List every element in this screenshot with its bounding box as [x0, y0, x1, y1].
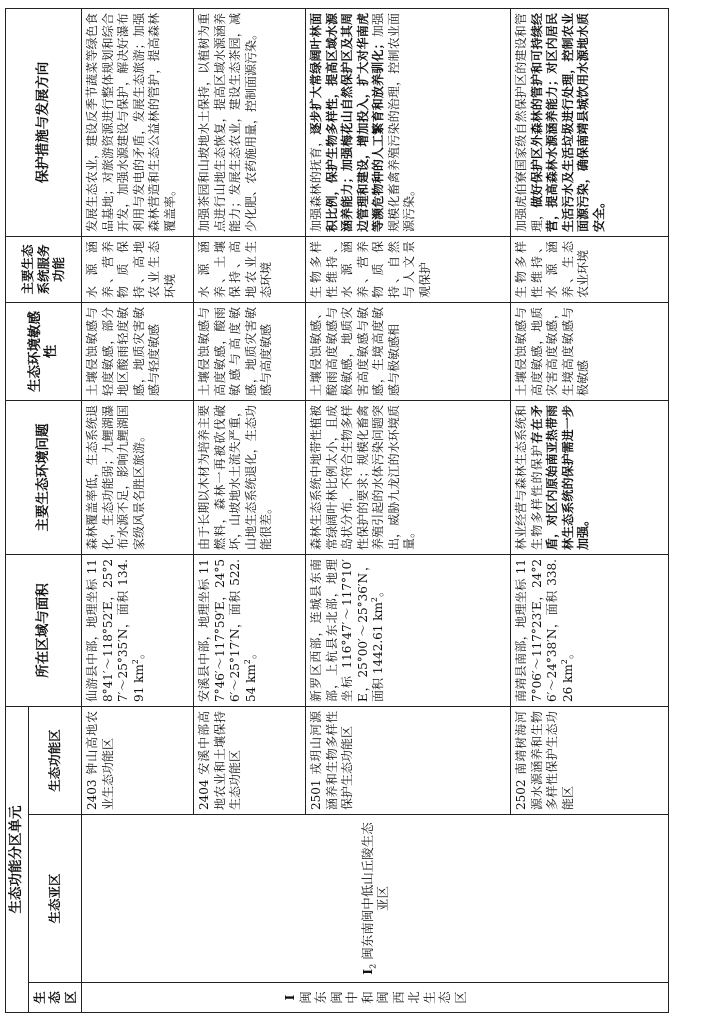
function-area-cell: 2501 戎玥山河源涵养和生物多样性保护生态功能区 — [306, 707, 511, 815]
sensitivity-cell: 土壤侵蚀敏感、酸雨高度敏感与极敏感，地质灾害高度敏感与敏感，生境高度敏感与极敏感相 — [306, 303, 511, 401]
location-cell — [82, 555, 194, 707]
header-location: 所在区域与面积 — [6, 555, 82, 707]
location-end: 。 — [560, 647, 575, 660]
header-region: 生态区 — [28, 983, 82, 1013]
header-row-1 — [6, 9, 29, 1013]
subregion-name: 闽东南闽中低山丘陵生态亚区 — [359, 822, 390, 960]
area-unit-superscript: 2 — [130, 659, 140, 665]
header-problems: 主要生态环境问题 — [6, 401, 82, 555]
measures-emphasis: 逐步扩大常绿阔叶林面积比例，保护生物多样性，提高区域水源涵养能力；加强梅花山自然保护区及其周边管理和建设，增加投入，扩大对华南虎等濒危物种的人工繁育和放养驯化； — [309, 13, 385, 232]
header-zoning-unit: 生态功能分区单元 — [6, 707, 29, 1013]
region-name: 闽东闽中和闽西北生态区 — [297, 991, 468, 1004]
services-cell: 生物多样性维持、水源涵养、营养物质保持、自然与人文景观保护 — [306, 237, 511, 303]
sensitivity-cell: 土壤侵蚀敏感与高度敏感，酸雨敏感与高度敏感，地质灾害敏感与高度敏感 — [194, 303, 306, 401]
location-cell — [511, 555, 669, 707]
region-cell — [82, 983, 669, 1013]
subregion-cell — [82, 815, 669, 983]
location-text: 仙游县中部，地理坐标 118°41′～118°52′E，25°27′～25°35′N，面积 134.91 km — [85, 559, 146, 702]
header-measures: 保护措施与发展方向 — [6, 9, 82, 237]
location-text: 新罗区西部，连城县东南部，上杭县东北部，地理坐标 116°47′～117°10′E，25°00′～25°36′N，面积 1442.61 km — [309, 559, 385, 702]
location-text: 安溪县中部，地理坐标 117°46′～117°59′E，24°56′～25°17′N，面积 522.54 km — [197, 559, 258, 702]
measures-text: 加强虎伯寮国家级自然保护区的建设和管理， — [514, 13, 544, 232]
header-services: 主要生态系统服务功能 — [6, 237, 82, 303]
measures-text-tail: 加强规模化畜禽养殖污染的治理，控制农业面源污染。 — [371, 13, 416, 232]
services-cell: 水源涵养、土壤保持、高地农业生态环境 — [194, 237, 306, 303]
table-row — [82, 9, 194, 1013]
function-area-cell: 2502 南靖树海河源水源涵养和生物多样性保护生态功能区 — [511, 707, 669, 815]
measures-text: 加强茶园和山坡地水土保持，以植树为重点进行山地生态恢复，提高区域水源涵养能力；发展生态农业，建设生态茶园，减少化肥、农药施用量，控制面源污染。 — [197, 13, 258, 232]
problems-cell: 由于长期以木材为培养主要燃料，森林一再被砍伐破坏，山坡地水土流失严重，山地生态系统退化，生态功能很差。 — [194, 401, 306, 555]
measures-cell — [511, 9, 669, 237]
problems-text: 林业经营与森林生态系统和生物多样性的保护 — [514, 405, 544, 550]
sensitivity-cell: 土壤侵蚀敏感与轻度敏感，部分地区酸雨轻度敏感，地质灾害敏感与轻度敏感 — [82, 303, 194, 401]
function-area-cell: 2404 安溪中部高地农业和土壤保持生态功能区 — [194, 707, 306, 815]
location-end: 。 — [131, 647, 146, 660]
services-cell: 水源涵养、营养物质保持、高地农业生态环境 — [82, 237, 194, 303]
header-function-area: 生态功能区 — [28, 707, 82, 815]
measures-text: 加强森林的抚育， — [309, 134, 323, 232]
location-text: 南靖县南部，地理坐标 117°06′～117°23′E，24°26′～24°38′N，面积 338.26 km — [514, 559, 575, 702]
region-label: I — [282, 994, 297, 1001]
location-cell — [194, 555, 306, 707]
ecological-zoning-table — [5, 8, 669, 1013]
location-end: 。 — [243, 647, 258, 660]
measures-text: 发展生态农业，建设反季节蔬菜等绿色食品基地；对旅游资源进行整体规划和综合开发，加强水源建设与保护，解决好瀑布利用与发电的矛盾，发展生态旅游；加强森林营造和生态公益林的管护，提高森林覆盖率。 — [85, 13, 177, 232]
problems-emphasis: 存在矛盾，对区内原始南亚热带雨林生态系统的保护需进一步加强。 — [529, 405, 590, 550]
measures-cell — [82, 9, 194, 237]
area-unit-superscript: 2 — [242, 659, 252, 665]
area-unit-superscript: 2 — [370, 597, 379, 603]
services-cell: 生物多样性维持、水源涵养、生态农业环境 — [511, 237, 669, 303]
problems-cell: 森林覆盖率低，生态系统退化，生态功能弱；九鲤湖瀑布水源不足，影响九鲤湖国家级风景名胜区旅游。 — [82, 401, 194, 555]
subregion-label: I — [359, 968, 375, 975]
area-unit-superscript: 2 — [559, 659, 569, 665]
header-sensitivity: 生态环境敏感性 — [6, 303, 82, 401]
sensitivity-cell: 土壤侵蚀敏感与高度敏感，地质灾害高度敏感，生境高度敏感与极敏感 — [511, 303, 669, 401]
measures-cell — [306, 9, 511, 237]
location-end: 。 — [371, 584, 385, 597]
measures-emphasis: 做好保护区外森林的管护和可持续经营，提高森林水源涵养能力；对区内居民生活污水及生活垃圾进行处理，控制农业面源污染，确保南靖县城饮用水源地水质安全。 — [529, 13, 606, 232]
problems-cell — [511, 401, 669, 555]
problems-cell: 森林生态系统中地带性植被常绿阔叶林比例太小，且成岛状分布，不符合生物多样性保护的要求；规模化畜禽养殖引起的水体污染问题突出，威胁九龙江的水环境质量。 — [306, 401, 511, 555]
subregion-subscript: 2 — [368, 963, 377, 969]
header-subregion: 生态亚区 — [28, 815, 82, 983]
function-area-cell: 2403 钟山高地农业生态功能区 — [82, 707, 194, 815]
location-cell — [306, 555, 511, 707]
measures-cell — [194, 9, 306, 237]
